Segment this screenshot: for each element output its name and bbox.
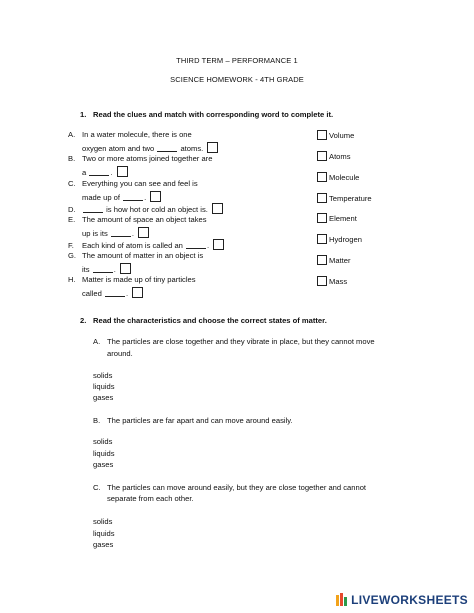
option-liquids[interactable]: liquids: [93, 449, 115, 458]
option-solids[interactable]: solids: [93, 437, 113, 446]
item-letter: A.: [93, 337, 101, 346]
word-label: Temperature: [329, 194, 372, 203]
clue-a-line2: [82, 142, 218, 153]
word-option-hydrogen[interactable]: [317, 234, 362, 244]
clue-letter: H.: [68, 275, 76, 284]
word-label: Matter: [329, 256, 351, 265]
checkbox[interactable]: [317, 193, 327, 203]
clue-h: [68, 275, 196, 284]
question-1-text: Read the clues and match with corresponding word to complete it.: [93, 110, 334, 119]
fill-blank: [93, 266, 113, 273]
clue-text: In a water molecule, there is one: [82, 130, 192, 139]
option-gases[interactable]: gases: [93, 460, 114, 469]
clue-g-line2: [82, 263, 131, 274]
option-liquids[interactable]: liquids: [93, 382, 115, 391]
clue-text: called: [82, 289, 102, 298]
clue-text: .: [131, 229, 134, 238]
item-a-line2: around.: [107, 349, 133, 358]
item-b: [93, 416, 293, 425]
item-c: [93, 483, 366, 492]
clue-text: Matter is made up of tiny particles: [82, 275, 196, 284]
word-option-volume[interactable]: [317, 130, 354, 140]
option-gases[interactable]: gases: [93, 540, 114, 549]
clue-letter: C.: [68, 179, 76, 188]
checkbox[interactable]: [317, 234, 327, 244]
answer-box-d[interactable]: [212, 203, 223, 214]
word-label: Element: [329, 214, 357, 223]
clue-text: .: [113, 265, 116, 274]
checkbox[interactable]: [317, 255, 327, 265]
checkbox[interactable]: [317, 172, 327, 182]
question-2-text: Read the characteristics and choose the correct states of matter.: [93, 316, 327, 325]
item-letter: C.: [93, 483, 101, 492]
clue-text: is how hot or cold an object is.: [106, 205, 208, 214]
clue-text: a: [82, 168, 87, 177]
option-gases[interactable]: gases: [93, 393, 114, 402]
clue-text: made up of: [82, 193, 120, 202]
clue-c-line2: [82, 191, 161, 202]
option-solids[interactable]: solids: [93, 371, 113, 380]
word-label: Atoms: [329, 152, 351, 161]
clue-text: Each kind of atom is called an: [82, 241, 183, 250]
clue-letter: B.: [68, 154, 76, 163]
clue-f: [68, 239, 224, 250]
item-c-line2: separate from each other.: [107, 494, 194, 503]
checkbox[interactable]: [317, 276, 327, 286]
clue-text: The amount of matter in an object is: [82, 251, 204, 260]
item-text: The particles can move around easily, but they are close together and cannot: [107, 483, 367, 492]
clue-text: .: [144, 193, 147, 202]
clue-h-line2: [82, 287, 143, 298]
clue-text: .: [110, 168, 113, 177]
item-text: The particles are far apart and can move around easily.: [107, 416, 293, 425]
word-option-temperature[interactable]: [317, 193, 372, 203]
checkbox[interactable]: [317, 213, 327, 223]
checkbox[interactable]: [317, 151, 327, 161]
liveworksheets-brand: [336, 591, 468, 609]
fill-blank: [123, 194, 143, 201]
worksheet-subtitle: SCIENCE HOMEWORK - 4TH GRADE: [170, 75, 304, 84]
clue-text: its: [82, 265, 90, 274]
question-2-number: 2.: [80, 316, 87, 325]
answer-box-e[interactable]: [138, 227, 149, 238]
worksheet-title: THIRD TERM – PERFORMANCE 1: [176, 56, 298, 65]
liveworksheets-logo-icon: [336, 593, 348, 607]
word-option-atoms[interactable]: [317, 151, 351, 161]
word-label: Mass: [329, 277, 348, 286]
fill-blank: [105, 290, 125, 297]
word-label: Volume: [329, 131, 355, 140]
answer-box-h[interactable]: [132, 287, 143, 298]
fill-blank: [186, 242, 206, 249]
answer-box-g[interactable]: [120, 263, 131, 274]
clue-text: .: [207, 241, 210, 250]
clue-letter: F.: [68, 241, 74, 250]
clue-letter: D.: [68, 205, 76, 214]
clue-text: Two or more atoms joined together are: [82, 154, 213, 163]
answer-box-f[interactable]: [213, 239, 224, 250]
answer-box-b[interactable]: [117, 166, 128, 177]
fill-blank: [157, 145, 177, 152]
item-a: [93, 337, 375, 346]
clue-e-line2: [82, 227, 149, 238]
clue-letter: A.: [68, 130, 76, 139]
word-label: Hydrogen: [329, 235, 362, 244]
clue-text: up is its: [82, 229, 108, 238]
clue-text: Everything you can see and feel is: [82, 179, 198, 188]
clue-e: [68, 215, 207, 224]
word-option-element[interactable]: [317, 213, 357, 223]
brand-text: LIVEWORKSHEETS: [351, 593, 468, 607]
clue-b: [68, 154, 212, 163]
word-option-matter[interactable]: [317, 255, 351, 265]
clue-letter: G.: [68, 251, 77, 260]
clue-text: atoms.: [180, 144, 204, 153]
fill-blank: [111, 230, 131, 237]
fill-blank: [89, 169, 109, 176]
answer-box-a[interactable]: [207, 142, 218, 153]
clue-a: [68, 130, 192, 139]
word-option-mass[interactable]: [317, 276, 347, 286]
item-letter: B.: [93, 416, 101, 425]
word-label: Molecule: [329, 173, 360, 182]
clue-b-line2: [82, 166, 128, 177]
clue-text: oxygen atom and two: [82, 144, 155, 153]
option-solids[interactable]: solids: [93, 517, 113, 526]
fill-blank: [83, 206, 103, 213]
checkbox[interactable]: [317, 130, 327, 140]
option-liquids[interactable]: liquids: [93, 529, 115, 538]
word-option-molecule[interactable]: [317, 172, 359, 182]
item-text: The particles are close together and they vibrate in place, but they cannot move: [107, 337, 375, 346]
question-1-number: 1.: [80, 110, 87, 119]
clue-letter: E.: [68, 215, 76, 224]
answer-box-c[interactable]: [150, 191, 161, 202]
clue-d: [68, 203, 223, 214]
clue-text: The amount of space an object takes: [82, 215, 207, 224]
clue-g: [68, 251, 203, 260]
clue-c: [68, 179, 198, 188]
clue-text: .: [125, 289, 129, 298]
